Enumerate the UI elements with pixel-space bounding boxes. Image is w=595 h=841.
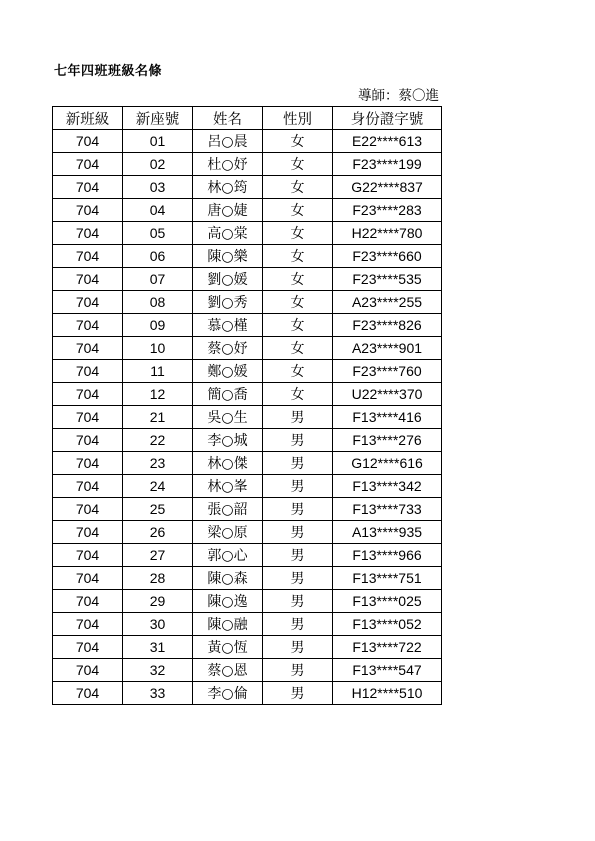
- cell-class: 704: [53, 590, 123, 613]
- cell-seat: 21: [123, 406, 193, 429]
- cell-seat: 08: [123, 291, 193, 314]
- header-id: 身份證字號: [333, 107, 442, 130]
- cell-seat: 25: [123, 498, 193, 521]
- table-row: [53, 130, 442, 153]
- cell-id: F13****733: [333, 498, 442, 521]
- cell-class: 704: [53, 360, 123, 383]
- cell-id: F13****751: [333, 567, 442, 590]
- cell-class: 704: [53, 406, 123, 429]
- cell-class: 704: [53, 636, 123, 659]
- cell-id: G12****616: [333, 452, 442, 475]
- table-row: [53, 567, 442, 590]
- table-row: [53, 475, 442, 498]
- cell-seat: 06: [123, 245, 193, 268]
- cell-sex: 男: [263, 613, 333, 636]
- cell-name: 高○棠: [193, 222, 263, 245]
- cell-class: 704: [53, 521, 123, 544]
- cell-name: 黃○恆: [193, 636, 263, 659]
- table-row: [53, 245, 442, 268]
- cell-id: F23****660: [333, 245, 442, 268]
- cell-sex: 男: [263, 682, 333, 705]
- cell-class: 704: [53, 544, 123, 567]
- cell-sex: 女: [263, 222, 333, 245]
- cell-seat: 04: [123, 199, 193, 222]
- cell-sex: 男: [263, 567, 333, 590]
- cell-sex: 男: [263, 429, 333, 452]
- teacher-label: 導師：蔡〇進: [358, 88, 439, 104]
- cell-sex: 男: [263, 452, 333, 475]
- cell-name: 劉○秀: [193, 291, 263, 314]
- cell-name: 李○城: [193, 429, 263, 452]
- cell-id: H22****780: [333, 222, 442, 245]
- cell-name: 簡○喬: [193, 383, 263, 406]
- cell-id: F23****826: [333, 314, 442, 337]
- cell-seat: 23: [123, 452, 193, 475]
- table-row: [53, 199, 442, 222]
- cell-seat: 31: [123, 636, 193, 659]
- cell-seat: 26: [123, 521, 193, 544]
- table-header-row: [53, 107, 442, 130]
- cell-name: 林○峯: [193, 475, 263, 498]
- cell-sex: 女: [263, 383, 333, 406]
- cell-class: 704: [53, 682, 123, 705]
- cell-sex: 女: [263, 268, 333, 291]
- header-name: 姓名: [193, 107, 263, 130]
- page-title: 七年四班班級名條: [54, 64, 163, 79]
- cell-id: F23****760: [333, 360, 442, 383]
- class-roster-table: [52, 106, 442, 705]
- cell-seat: 30: [123, 613, 193, 636]
- cell-name: 杜○妤: [193, 153, 263, 176]
- cell-sex: 女: [263, 199, 333, 222]
- cell-seat: 11: [123, 360, 193, 383]
- cell-id: U22****370: [333, 383, 442, 406]
- cell-seat: 09: [123, 314, 193, 337]
- cell-seat: 28: [123, 567, 193, 590]
- cell-seat: 10: [123, 337, 193, 360]
- cell-name: 李○倫: [193, 682, 263, 705]
- cell-class: 704: [53, 567, 123, 590]
- cell-name: 陳○森: [193, 567, 263, 590]
- cell-class: 704: [53, 314, 123, 337]
- cell-seat: 12: [123, 383, 193, 406]
- cell-class: 704: [53, 498, 123, 521]
- cell-seat: 29: [123, 590, 193, 613]
- cell-sex: 男: [263, 475, 333, 498]
- table-row: [53, 521, 442, 544]
- cell-name: 劉○媛: [193, 268, 263, 291]
- cell-id: A13****935: [333, 521, 442, 544]
- cell-seat: 33: [123, 682, 193, 705]
- cell-sex: 男: [263, 659, 333, 682]
- table-row: [53, 659, 442, 682]
- cell-seat: 27: [123, 544, 193, 567]
- cell-id: F23****283: [333, 199, 442, 222]
- cell-class: 704: [53, 176, 123, 199]
- table-row: [53, 383, 442, 406]
- cell-seat: 24: [123, 475, 193, 498]
- header-seat: 新座號: [123, 107, 193, 130]
- cell-name: 蔡○恩: [193, 659, 263, 682]
- cell-id: A23****255: [333, 291, 442, 314]
- cell-seat: 03: [123, 176, 193, 199]
- cell-id: F13****276: [333, 429, 442, 452]
- cell-name: 蔡○妤: [193, 337, 263, 360]
- cell-seat: 32: [123, 659, 193, 682]
- cell-id: F13****416: [333, 406, 442, 429]
- cell-class: 704: [53, 199, 123, 222]
- table-row: [53, 636, 442, 659]
- cell-id: F13****025: [333, 590, 442, 613]
- cell-seat: 22: [123, 429, 193, 452]
- cell-seat: 02: [123, 153, 193, 176]
- cell-sex: 女: [263, 314, 333, 337]
- cell-sex: 男: [263, 498, 333, 521]
- table-row: [53, 682, 442, 705]
- cell-name: 陳○樂: [193, 245, 263, 268]
- cell-id: F13****342: [333, 475, 442, 498]
- cell-name: 陳○逸: [193, 590, 263, 613]
- cell-name: 呂○晨: [193, 130, 263, 153]
- cell-name: 慕○槿: [193, 314, 263, 337]
- table-row: [53, 544, 442, 567]
- cell-name: 梁○原: [193, 521, 263, 544]
- cell-class: 704: [53, 659, 123, 682]
- cell-sex: 男: [263, 406, 333, 429]
- table-row: [53, 337, 442, 360]
- header-sex: 性別: [263, 107, 333, 130]
- cell-name: 張○韶: [193, 498, 263, 521]
- cell-class: 704: [53, 613, 123, 636]
- table-row: [53, 590, 442, 613]
- cell-name: 吳○生: [193, 406, 263, 429]
- cell-name: 林○筠: [193, 176, 263, 199]
- cell-class: 704: [53, 245, 123, 268]
- cell-name: 郭○心: [193, 544, 263, 567]
- table-row: [53, 406, 442, 429]
- cell-id: A23****901: [333, 337, 442, 360]
- cell-class: 704: [53, 452, 123, 475]
- table-row: [53, 222, 442, 245]
- cell-id: F13****722: [333, 636, 442, 659]
- cell-id: G22****837: [333, 176, 442, 199]
- cell-class: 704: [53, 337, 123, 360]
- cell-sex: 女: [263, 176, 333, 199]
- cell-name: 林○傑: [193, 452, 263, 475]
- cell-class: 704: [53, 153, 123, 176]
- cell-seat: 07: [123, 268, 193, 291]
- cell-sex: 男: [263, 636, 333, 659]
- cell-name: 鄭○媛: [193, 360, 263, 383]
- table-row: [53, 153, 442, 176]
- cell-id: F13****547: [333, 659, 442, 682]
- table-row: [53, 314, 442, 337]
- cell-sex: 女: [263, 291, 333, 314]
- cell-class: 704: [53, 222, 123, 245]
- header-class: 新班級: [53, 107, 123, 130]
- cell-sex: 女: [263, 153, 333, 176]
- table-row: [53, 360, 442, 383]
- table-row: [53, 498, 442, 521]
- cell-sex: 女: [263, 245, 333, 268]
- table-row: [53, 268, 442, 291]
- cell-sex: 女: [263, 360, 333, 383]
- cell-class: 704: [53, 383, 123, 406]
- table-row: [53, 429, 442, 452]
- table-row: [53, 613, 442, 636]
- cell-class: 704: [53, 130, 123, 153]
- cell-name: 陳○融: [193, 613, 263, 636]
- table-row: [53, 176, 442, 199]
- cell-sex: 女: [263, 337, 333, 360]
- cell-sex: 女: [263, 130, 333, 153]
- cell-id: F23****199: [333, 153, 442, 176]
- cell-class: 704: [53, 268, 123, 291]
- cell-sex: 男: [263, 521, 333, 544]
- cell-seat: 05: [123, 222, 193, 245]
- cell-id: F23****535: [333, 268, 442, 291]
- cell-id: E22****613: [333, 130, 442, 153]
- table-row: [53, 291, 442, 314]
- cell-id: F13****966: [333, 544, 442, 567]
- cell-id: H12****510: [333, 682, 442, 705]
- cell-class: 704: [53, 475, 123, 498]
- cell-sex: 男: [263, 590, 333, 613]
- cell-seat: 01: [123, 130, 193, 153]
- cell-sex: 男: [263, 544, 333, 567]
- cell-name: 唐○婕: [193, 199, 263, 222]
- cell-class: 704: [53, 291, 123, 314]
- cell-class: 704: [53, 429, 123, 452]
- cell-id: F13****052: [333, 613, 442, 636]
- table-row: [53, 452, 442, 475]
